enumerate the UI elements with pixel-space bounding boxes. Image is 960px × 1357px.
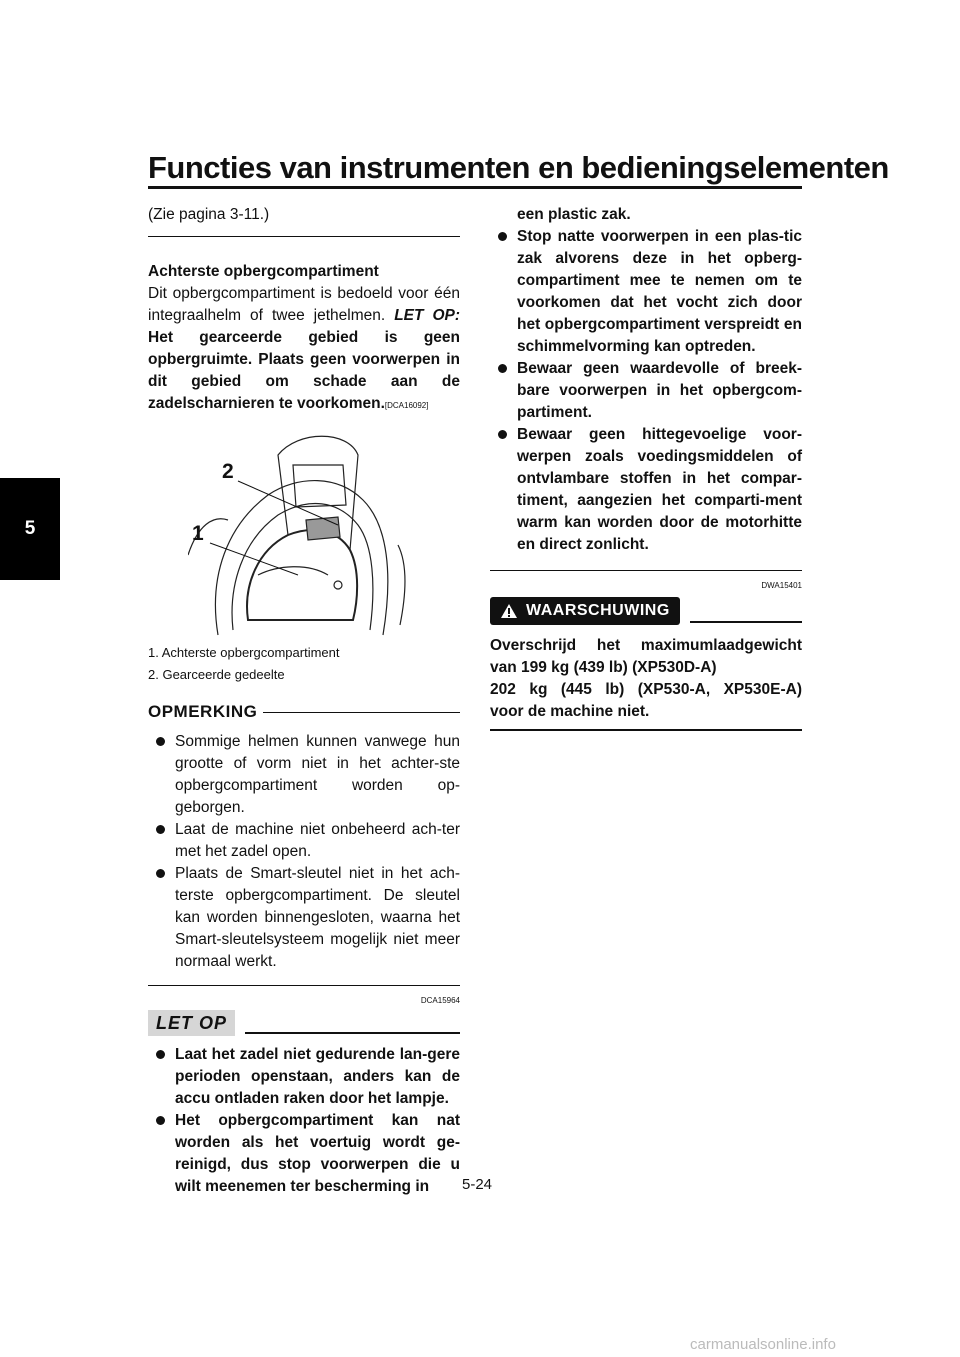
opmerking-end-rule — [148, 985, 460, 986]
opmerking-list — [148, 731, 460, 973]
intro-code: [DCA16092] — [384, 401, 429, 410]
letop-heading — [148, 1010, 460, 1036]
watermark: carmanualsonline.info — [690, 1336, 836, 1353]
letop-end-rule — [490, 570, 802, 571]
list-item: Plaats de Smart-sleutel niet in het ach-terste opbergcompartiment. De sleutel kan worden binnengesloten, waarna het Smart-sleutelsysteem mogelijk niet meer normaal werkt. — [148, 863, 460, 973]
warning-line-4: voor de machine niet. — [490, 703, 650, 720]
continuation-text: een plastic zak. — [517, 206, 631, 223]
list-item: Laat de machine niet onbeheerd ach-ter met het zadel open. — [148, 819, 460, 863]
page-title: Functies van instrumenten en bedieningselementen — [148, 150, 889, 185]
opmerking-title: OPMERKING — [148, 702, 258, 721]
chapter-tab: 5 — [0, 478, 60, 580]
storage-figure — [148, 425, 460, 641]
letop-list — [148, 1044, 460, 1198]
title-rule — [148, 186, 802, 189]
section-title: Achterste opbergcompartiment — [148, 263, 379, 280]
letop-list-continued — [490, 226, 802, 556]
list-item: Sommige helmen kunnen vanwege hun grootte of vorm niet in het achter-ste opbergcompartiment worden op-geborgen. — [148, 731, 460, 819]
list-item: Bewaar geen waardevolle of breek-bare voorwerpen in het opbergcom-partiment. — [490, 358, 802, 424]
callout-1: 1 — [192, 522, 204, 545]
warning-text — [490, 635, 802, 723]
page-reference: (Zie pagina 3-11.) — [148, 206, 270, 223]
warning-triangle-icon — [500, 603, 518, 619]
warning-end-rule — [490, 729, 802, 731]
warning-line-1: Overschrijd het maximumlaadgewicht — [490, 637, 802, 654]
right-column — [490, 204, 802, 731]
intro-paragraph — [148, 283, 460, 417]
warning-label: WAARSCHUWING — [526, 602, 670, 619]
intro-text: Dit opbergcompartiment is bedoeld voor één integraalhelm of twee jethelmen. — [148, 285, 460, 324]
warning-line-3: 202 kg (445 lb) (XP530-A, XP530E-A) — [490, 681, 802, 698]
warning-badge — [490, 597, 680, 625]
page-number: 5-24 — [462, 1176, 493, 1193]
letop-code: DCA15964 — [420, 996, 460, 1005]
section-divider — [148, 236, 460, 237]
list-item: Laat het zadel niet gedurende lan-gere perioden openstaan, anders kan de accu ontladen raken door het lampje. — [148, 1044, 460, 1110]
list-item: Bewaar geen hittegevoelige voor-werpen zoals voedingsmiddelen of ontvlambare stoffen in het compar-timent, aangezien het comparti-ment warm kan worden door de motorhitte en direct zonlicht. — [490, 424, 802, 556]
intro-warning-text: Het gearceerde gebied is geen opbergruimte. Plaats geen voorwerpen in dit gebied om schade aan de zadelscharnieren te voorkomen. — [148, 329, 460, 412]
warning-rule — [690, 621, 802, 623]
warning-heading — [490, 597, 802, 625]
warning-code: DWA15401 — [761, 581, 802, 590]
figure-caption-2: 2. Gearceerde gedeelte — [148, 667, 285, 682]
figure-caption-1: 1. Achterste opbergcompartiment — [148, 645, 340, 660]
left-column — [148, 204, 460, 1198]
opmerking-rule — [263, 712, 460, 713]
letop-rule — [245, 1032, 460, 1034]
opmerking-heading — [148, 701, 460, 723]
list-item: Stop natte voorwerpen in een plas-tic zak alvorens deze in het opberg-compartiment mee te nemen om te voorkomen dat het vocht zich door het opbergcompartiment verspreidt en schimmelvorming kan optreden. — [490, 226, 802, 358]
callout-2: 2 — [222, 460, 234, 483]
letop-badge: LET OP — [148, 1010, 235, 1036]
list-item: Het opbergcompartiment kan nat worden als het voertuig wordt ge-reinigd, dus stop voorwerpen die u wilt meenemen ter bescherming in — [148, 1110, 460, 1198]
intro-letop: LET OP: — [394, 307, 461, 324]
warning-line-2: van 199 kg (439 lb) (XP530D-A) — [490, 659, 717, 676]
